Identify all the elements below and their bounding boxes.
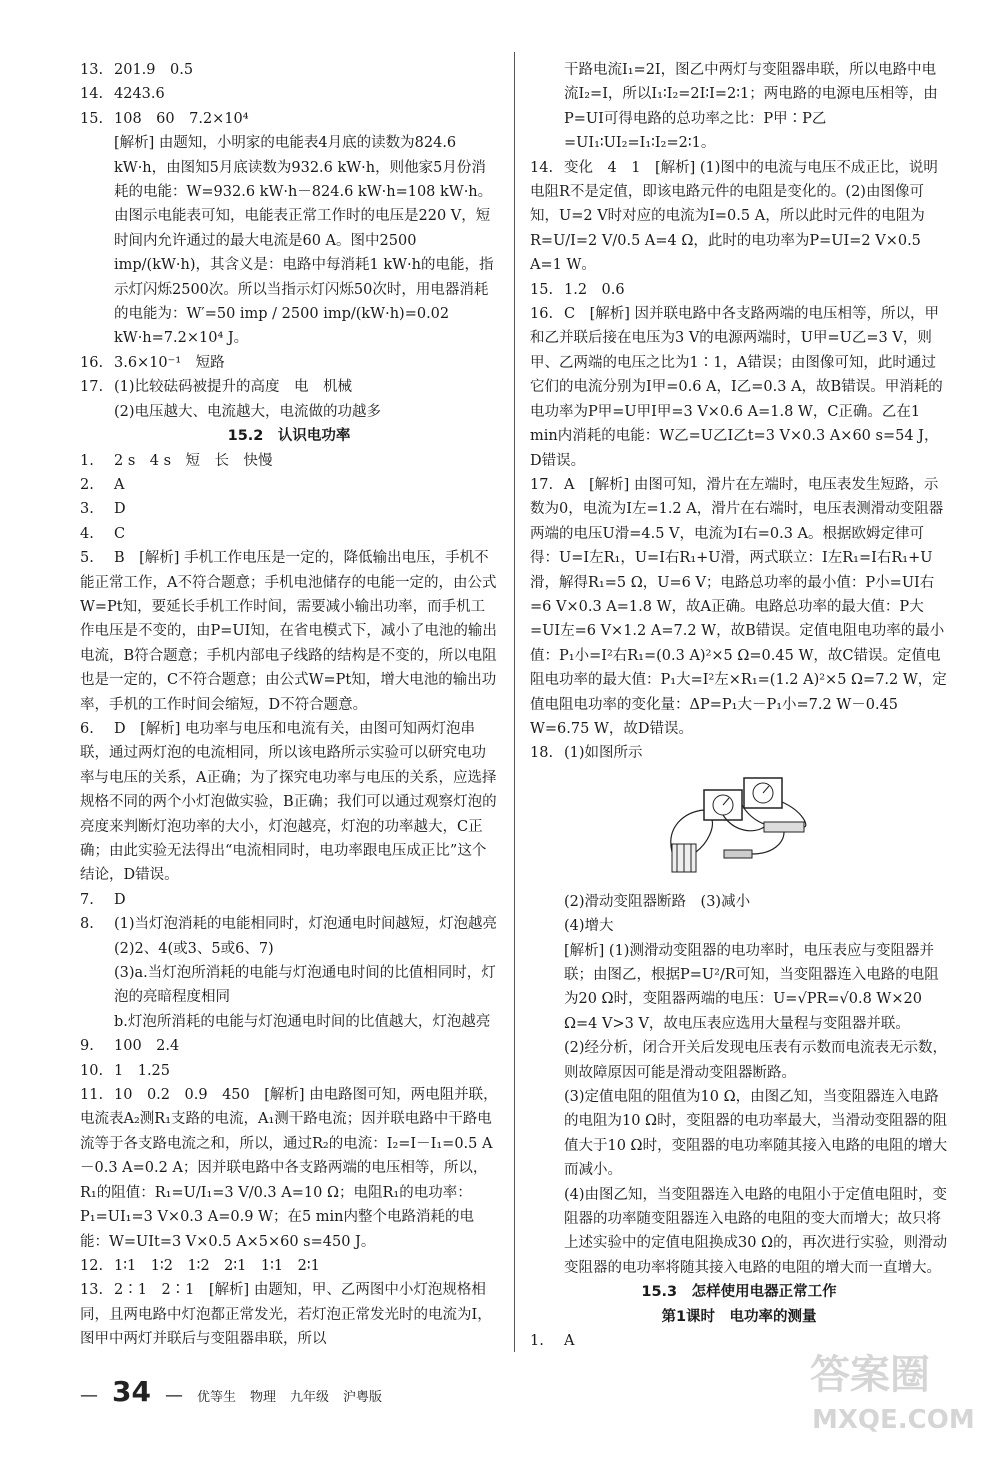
answer-subline: (3)定值电阻的阻值为10 Ω，由图乙知，当变阻器连入电路的电阻为10 Ω时，变阻器的电功率最大，当滑动变阻器的阻值大于10 Ω时，变阻器的电功率随其接入电路的电阻的增大而减小。 <box>564 1089 948 1179</box>
answer-item <box>80 1254 498 1278</box>
answer-text: C [解析] 因并联电路中各支路两端的电压相等，所以，甲和乙并联后接在电压为3 V的电源两端时，U甲=U乙=3 V，则甲、乙两端的电压之比为1∶1，A错误；由图像可知，此时通过它们的电流分别为I甲=0.6 A，I乙=0.3 A，故B错误。甲消耗的电功率为P甲=U甲I甲=3 V×0.6 A=1.8 W，C正确。乙在1 min内消耗的电能：W乙=U乙I乙t=3 V×0.3 A×60 s=54 J，D错误。 <box>530 306 943 469</box>
answer-number: 18. <box>530 745 554 762</box>
answer-text: D <box>114 891 126 908</box>
answer-text: (1)比较砝码被提升的高度 电 机械 <box>114 379 353 396</box>
answer-item <box>80 888 498 912</box>
answer-number: 16. <box>530 306 554 323</box>
circuit-figure <box>664 772 814 882</box>
answer-number: 11. <box>80 1087 104 1104</box>
answer-text: 2∶1 2∶1 [解析] 由题知，甲、乙两图中小灯泡规格相同，且两电路中灯泡都正常发光，若灯泡正常发光时的电流为I，图甲中两灯并联后与变阻器串联，所以 <box>80 1282 492 1348</box>
watermark-line2: MXQE.COM <box>812 1405 975 1435</box>
answer-number: 5. <box>80 550 94 567</box>
answer-subline: (2)2、4(或3、5或6、7) <box>114 940 274 957</box>
answer-item <box>80 1278 498 1351</box>
answer-subline: (2)经分析，闭合开关后发现电压表有示数而电流表无示数，则故障原因可能是滑动变阻器断路。 <box>564 1040 948 1081</box>
answer-number: 7. <box>80 891 94 908</box>
answer-number: 2. <box>80 476 94 493</box>
answer-number: 1. <box>80 452 94 469</box>
page-number: 34 <box>112 1375 151 1408</box>
answer-item <box>80 1083 498 1254</box>
answer-number: 10. <box>80 1062 104 1079</box>
switch-icon <box>724 850 752 858</box>
answer-text: 10 0.2 0.9 450 [解析] 由电路图可知，两电阻并联，电流表A₂测R₁支路的电流，A₁测干路电流；因并联电路中干路电流等于各支路电流之和，所以，通过R₂的电流：I₂=I－I₁=0.5 A－0.3 A=0.2 A；因并联电路中各支路两端的电压相等，所以，R₁的阻值：R₁=U/I₁=3 V/0.3 A=10 Ω；电阻R₁的电功率：P₁=UI₁=3 V×0.3 A=0.9 W；在5 min内整个电路消耗的电能：W=UIt=3 V×0.5 A×5×60 s=450 J。 <box>80 1087 498 1250</box>
answer-item <box>530 58 948 156</box>
answer-item <box>80 497 498 521</box>
answer-text: 3.6×10⁻¹ 短路 <box>114 354 225 371</box>
answer-number: 8. <box>80 916 94 933</box>
answer-subline: (4)由图乙知，当变阻器连入电路的电阻小于定值电阻时，变阻器的功率随变阻器连入电路的电阻的变大而增大；故只将上述实验中的定值电阻换成30 Ω的，再次进行实验，则滑动变阻器的电功率将随其接入电路的电阻的增大而一直增大。 <box>564 1186 948 1276</box>
answer-item <box>80 1059 498 1083</box>
answer-subline: (2)滑动变阻器断路 (3)减小 <box>564 893 751 910</box>
answer-number: 15. <box>530 281 554 298</box>
answer-text: B [解析] 手机工作电压是一定的，降低输出电压，手机不能正常工作，A不符合题意；手机电池储存的电能一定的，由公式W=Pt知，要延长手机工作时间，需要减小输出功率，而手机工作电压是不变的，由P=UI知，在省电模式下，减小了电池的输出电流，B符合题意；手机内部电子线路的结构是不变的，所以电阻也是一定的，C不符合题意；由公式W=Pt知，增大电池的输出功率，手机的工作时间会缩短，D不符合题意。 <box>80 550 497 713</box>
answer-number: 14. <box>530 159 554 176</box>
answer-text: 1∶1 1∶2 1∶2 2∶1 1∶1 2∶1 <box>114 1257 320 1274</box>
answer-text: 变化 4 1 [解析] (1)图中的电流与电压不成正比，说明电阻R不是定值，即该电路元件的电阻是变化的。(2)由图像可知，U=2 V时对应的电流为I=0.5 A，所以此时元件的电阻为R=U/I=2 V/0.5 A=4 Ω，此时的电功率为P=UI=2 V×0.5 A=1 W。 <box>530 159 938 274</box>
answer-continued: 干路电流I₁=2I，图乙中两灯与变阻器串联，所以电路中电流I₂=I，所以I₁∶I₂=2I∶I=2∶1；两电路的电源电压相等，由P=UI可得电路的总功率之比：P甲∶P乙=UI₁∶UI₂=I₁∶I₂=2∶1。 <box>564 62 938 152</box>
answer-number: 17. <box>80 379 104 396</box>
answer-number: 13. <box>80 62 104 78</box>
footer-subject: 物理 <box>249 1390 276 1405</box>
answer-number: 13. <box>80 1282 104 1299</box>
answer-text: 1.2 0.6 <box>564 281 625 298</box>
answer-item <box>80 912 498 1034</box>
answer-number: 12. <box>80 1257 104 1274</box>
answer-item <box>530 156 948 278</box>
footer-dash-left: — <box>80 1385 98 1406</box>
answer-number: 4. <box>80 525 94 542</box>
answer-number: 14. <box>80 86 104 103</box>
page-footer <box>80 1375 383 1410</box>
answer-item <box>530 302 948 473</box>
answer-text: 108 60 7.2×10⁴ <box>114 110 249 127</box>
answer-text: (1)当灯泡消耗的电能相同时，灯泡通电时间越短，灯泡越亮 <box>114 916 498 933</box>
answer-number: 1. <box>530 1333 544 1350</box>
answer-item <box>530 473 948 741</box>
footer-edition: 沪粤版 <box>343 1390 383 1405</box>
footer-brand: 优等生 <box>196 1390 236 1405</box>
answer-text: 100 2.4 <box>114 1038 180 1055</box>
watermark-logo <box>800 1328 980 1448</box>
answer-text: A <box>564 1333 575 1350</box>
answer-number: 6. <box>80 720 94 737</box>
column-divider <box>514 52 515 1352</box>
answer-number: 15. <box>80 110 104 127</box>
section-heading: 15.2 认识电功率 <box>227 428 351 445</box>
answer-item <box>80 717 498 888</box>
answer-text: A [解析] 由图可知，滑片在左端时，电压表发生短路，示数为0，电流为I左=1.2 A，滑片在右端时，电压表测滑动变阻器两端的电压U滑=4.5 V，电流为I右=0.3 A。根据欧姆定律可得：U=I左R₁，U=I右R₁+U滑，两式联立：I左R₁=I右R₁+U滑，解得R₁=5 Ω，U=6 V；电路总功率的最小值：P小=UI右=6 V×0.3 A=1.8 W，故A正确。电路总功率的最大值：P大=UI左=6 V×1.2 A=7.2 W，故B错误。定值电阻电功率的最小值：P₁小=I²右R₁=(0.3 A)²×5 Ω=0.45 W，故C错误。定值电阻电功率的最大值：P₁大=I²左×R₁=(1.2 A)²×5 Ω=7.2 W，定值电阻电功率的变化量：ΔP=P₁大－P₁小=7.2 W－0.45 W=6.75 W，故D错误。 <box>530 476 947 737</box>
answer-subline: b.灯泡所消耗的电能与灯泡通电时间的比值越大，灯泡越亮 <box>114 1013 491 1030</box>
answer-item <box>80 58 498 82</box>
answer-number: 9. <box>80 1038 94 1055</box>
answer-item <box>530 741 948 1280</box>
answer-number: 3. <box>80 501 94 518</box>
answer-text: A <box>114 476 125 493</box>
answer-item <box>80 1034 498 1058</box>
right-column <box>530 58 948 1354</box>
answer-text: 4243.6 <box>114 86 165 103</box>
answer-number: 17. <box>530 476 554 493</box>
answer-item <box>80 351 498 375</box>
answer-text: C <box>114 525 126 542</box>
answer-item <box>80 522 498 546</box>
answer-item <box>80 107 498 351</box>
answer-subline: [解析] 由题知，小明家的电能表4月底的读数为824.6 kW·h，由图知5月底读数为932.6 kW·h，则他家5月份消耗的电能：W=932.6 kW·h－824.6 kW·h=108 kW·h。由图示电能表可知，电能表正常工作时的电压是220 V，短时间内允许通过的最大电流是60 A。图中2500 imp/(kW·h)，其含义是：电路中每消耗1 kW·h的电能，指示灯闪烁2500次。所以当指示灯闪烁50次时，用电器消耗的电能为：W′=50 imp / 2500 imp/(kW·h)=0.02 kW·h=7.2×10⁴ J。 <box>114 135 494 347</box>
answer-subline: (4)增大 <box>564 918 614 935</box>
answer-text: D [解析] 电功率与电压和电流有关，由图可知两灯泡串联，通过两灯泡的电流相同，所以该电路所示实验可以研究电功率与电压的关系，A正确；为了探究电功率与电压的关系，应选择规格不同的两个小灯泡做实验，B正确；我们可以通过观察灯泡的亮度来判断灯泡功率的大小，灯泡越亮，灯泡的功率越大，C正确；由此实验无法得出“电流相同时，电功率跟电压成正比”这个结论，D错误。 <box>80 720 497 884</box>
answer-item <box>80 82 498 106</box>
rheostat-icon <box>764 822 804 832</box>
footer-grade: 九年级 <box>290 1390 330 1405</box>
section-heading: 15.3 怎样使用电器正常工作 <box>641 1284 837 1301</box>
footer-dash-right: — <box>164 1385 183 1406</box>
answer-subline: (2)电压越大、电流越大，电流做的功越多 <box>114 403 382 420</box>
answer-text: (1)如图所示 <box>564 745 643 762</box>
answer-text: D <box>114 501 126 518</box>
answer-text: 2 s 4 s 短 长 快慢 <box>114 452 273 469</box>
answer-subline: (3)a.当灯泡所消耗的电能与灯泡通电时间的比值相同时，灯泡的亮暗程度相同 <box>114 965 496 1006</box>
section-heading: 第1课时 电功率的测量 <box>661 1308 817 1325</box>
answer-item <box>80 375 498 424</box>
answer-subline: [解析] (1)测滑动变阻器的电功率时，电压表应与变阻器并联；由图乙，根据P=U²/R可知，当变阻器连入电路的电阻为20 Ω时，变阻器两端的电压：U=√PR=√0.8 W×20 Ω=4 V>3 V，故电压表应选用大量程与变阻器并联。 <box>564 942 939 1032</box>
answer-number: 16. <box>80 354 104 371</box>
answer-item <box>80 473 498 497</box>
answer-item <box>530 278 948 302</box>
answer-text: 1 1.25 <box>114 1062 171 1079</box>
answer-text: 201.9 0.5 <box>114 62 194 78</box>
answer-item <box>80 546 498 717</box>
watermark-line1: 答案圈 <box>810 1352 930 1398</box>
answer-item <box>80 449 498 473</box>
left-column <box>80 58 498 1352</box>
